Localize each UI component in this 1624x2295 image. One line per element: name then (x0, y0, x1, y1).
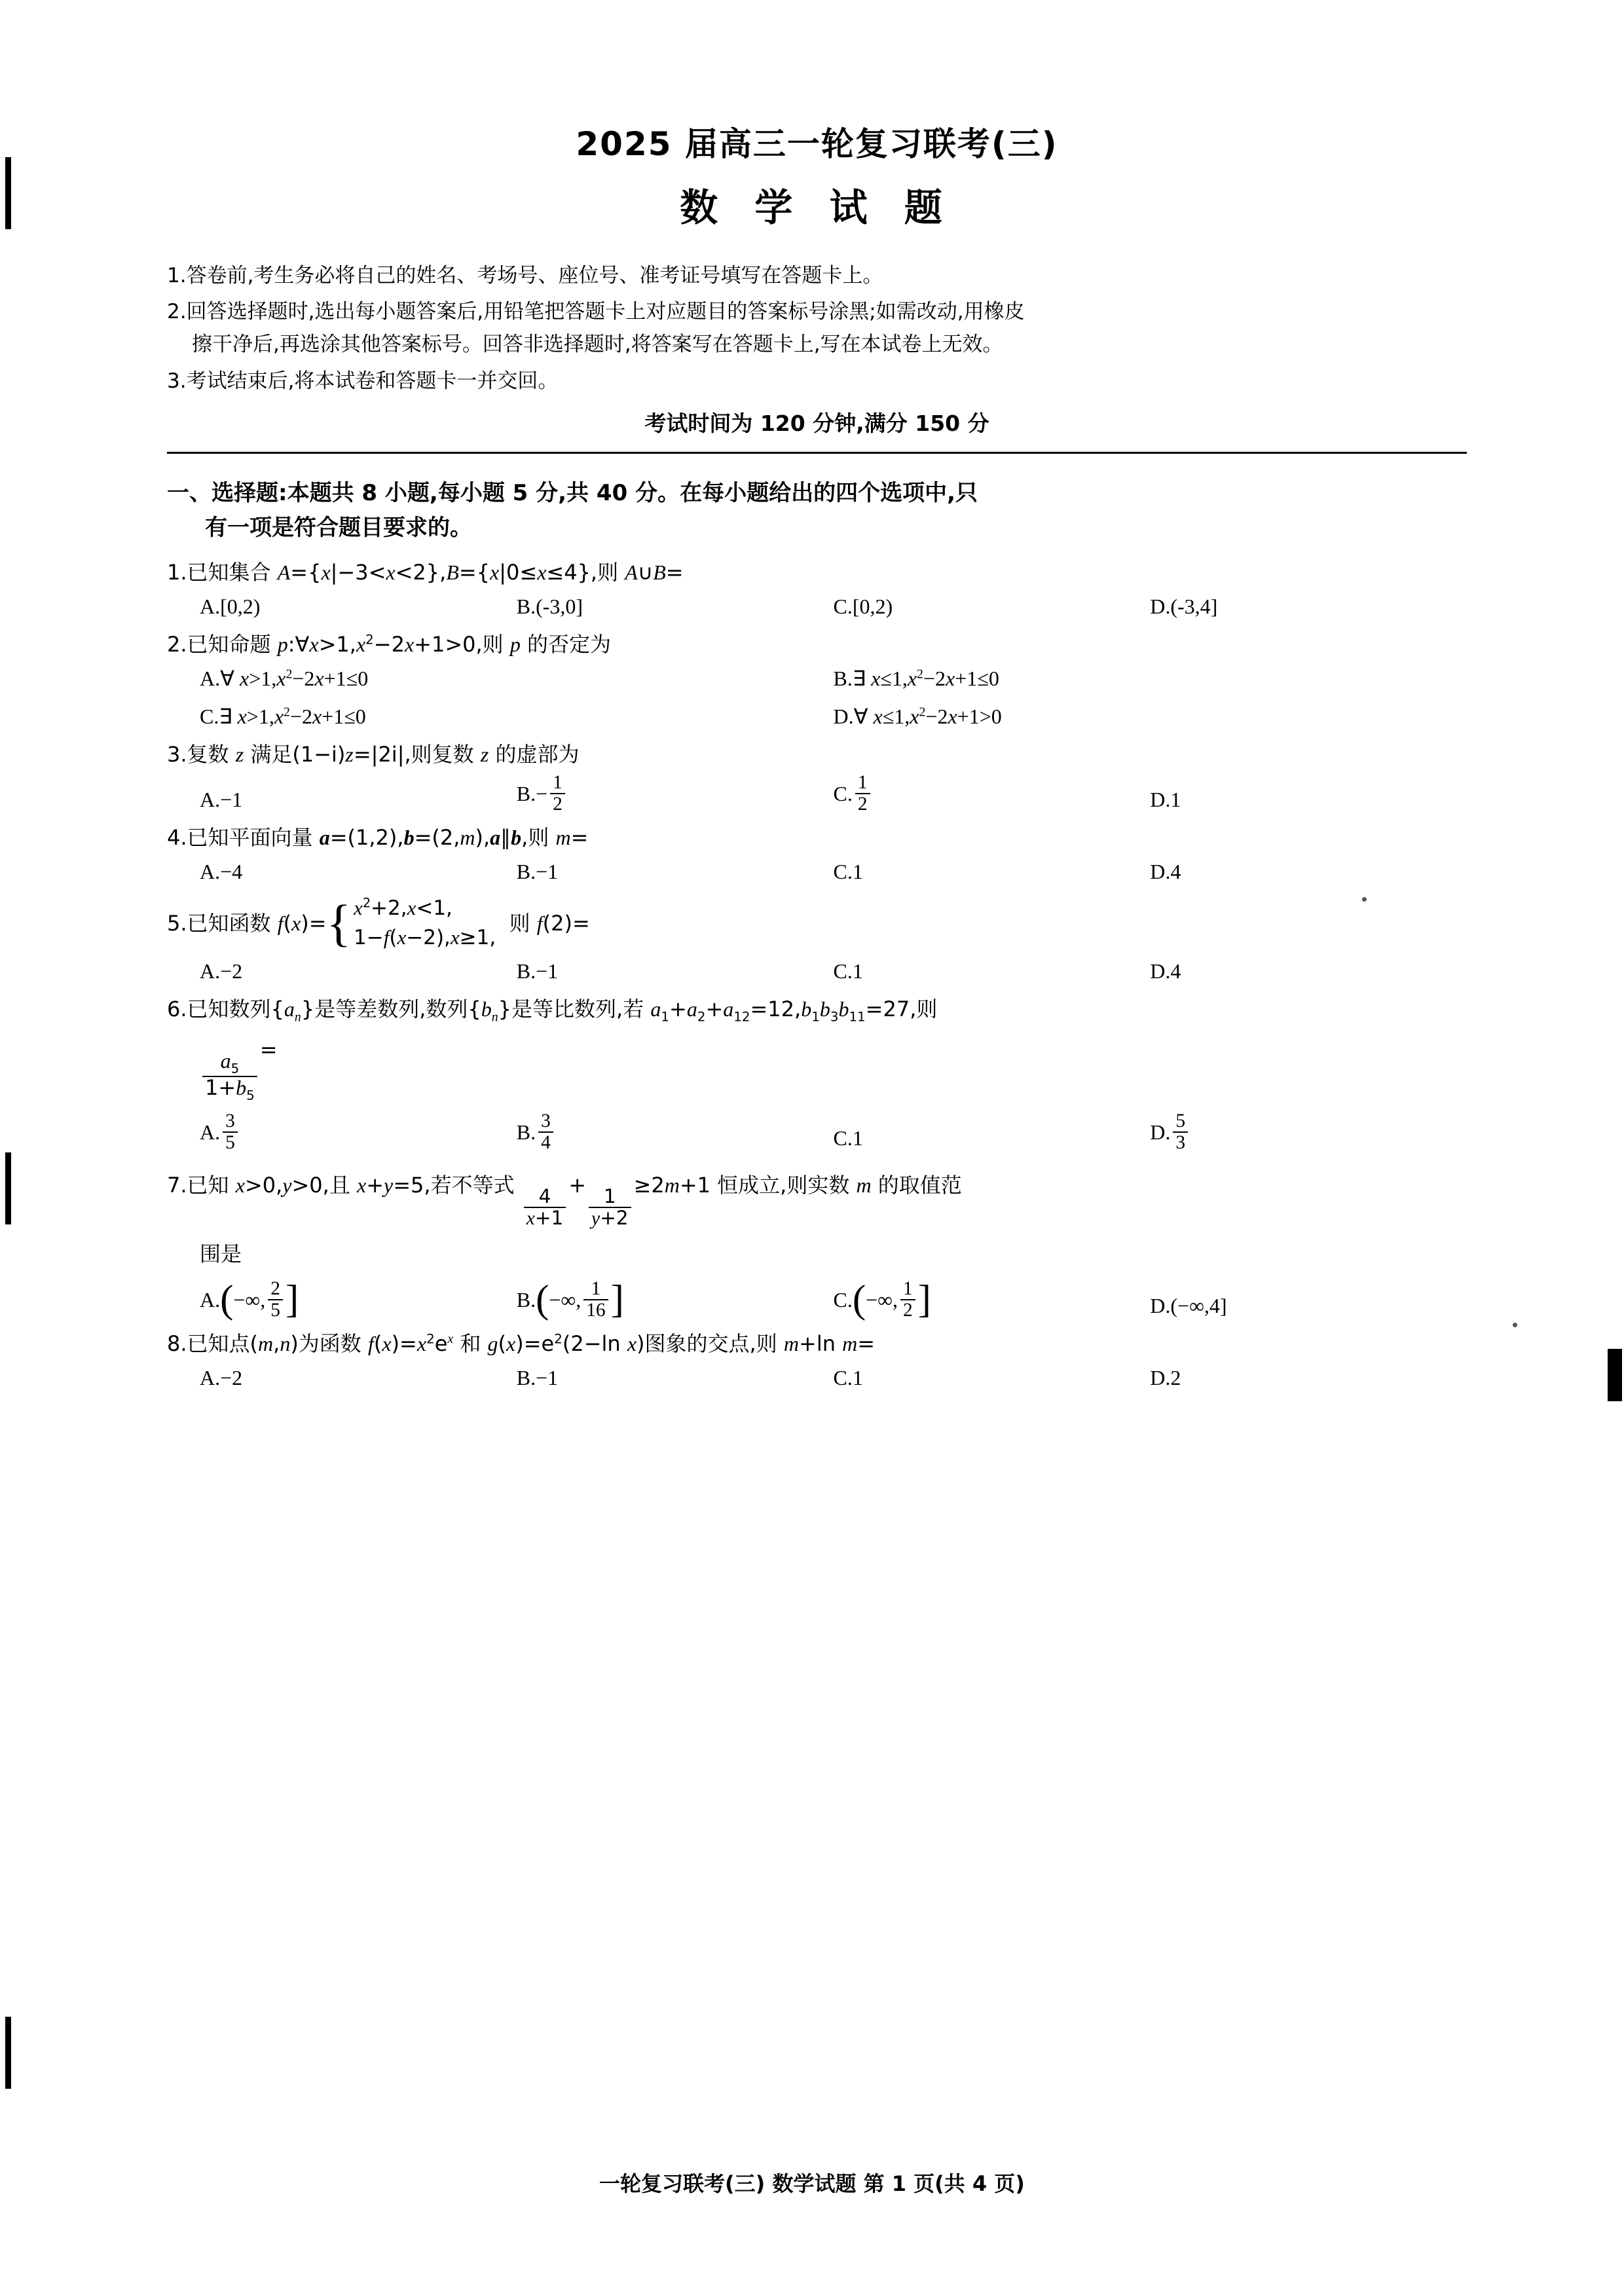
page-title: 2025 届高三一轮复习联考(三) (576, 125, 1058, 163)
option-c[interactable]: C.1 (833, 1126, 863, 1150)
page-edge-mark (1608, 1349, 1622, 1401)
question-6 (167, 993, 1467, 1154)
question-5-stem: 5.已知函数 f(x)= { $x^2+2,x<1$, 1−f(x−2),x≥1, 则 f(2)= (167, 894, 1467, 953)
option-d[interactable]: D.4 (1150, 959, 1181, 983)
option-d[interactable]: D.∀ $x\le 1,x^2-2x+1>0$ (833, 705, 1002, 729)
question-4 (167, 822, 1467, 887)
option-b[interactable]: B.− $\frac{1}{2}$ (517, 773, 834, 815)
question-2-options-row2 (167, 701, 1467, 732)
option-a[interactable]: A.−2 (200, 959, 243, 983)
question-2-options-row1 (167, 663, 1467, 694)
option-d[interactable]: D.(-3,4] (1150, 595, 1218, 619)
option-c[interactable]: C.[0,2) (833, 595, 893, 619)
option-b[interactable]: B.−1 (516, 1365, 559, 1389)
option-b[interactable]: B. ( −∞, $\frac{1}{16}$ ] (516, 1277, 624, 1322)
question-8-stem: 8.已知点(m,n)为函数 $f(x)=x^2e^x$ 和 $g(x)=e^2(2-\ln$ x)图象的交点,则 m+ln m= (167, 1331, 876, 1356)
question-8-options (167, 1362, 1467, 1393)
question-8 (167, 1328, 1467, 1393)
option-c[interactable]: C.1 (833, 1365, 863, 1389)
divider (167, 452, 1467, 454)
option-a[interactable]: A.−2 (200, 1365, 243, 1389)
question-3-options (167, 773, 1467, 815)
instruction-line: 擦干净后,再选涂其他答案标号。回答非选择题时,将答案写在答题卡上,写在本试卷上无效。 (192, 333, 1003, 357)
option-a[interactable]: A.−1 (200, 787, 243, 811)
option-c[interactable]: C.1 (833, 859, 863, 883)
instruction-item (167, 295, 1467, 361)
speck (1513, 1323, 1517, 1327)
question-3-stem: 3.复数 z 满足(1−i)z=|2i|,则复数 z 的虚部为 (167, 742, 580, 767)
piecewise-function: { $x^2+2,x<1$, 1−f(x−2),x≥1, (326, 894, 496, 951)
section-heading-line2: 有一项是符合题目要求的。 (205, 514, 472, 541)
section-heading (167, 476, 1467, 545)
page-edge-mark (5, 2017, 11, 2089)
exam-info: 考试时间为 120 分钟,满分 150 分 (644, 410, 989, 436)
option-b[interactable]: B.∃ $x\le 1,x^2-2x+1\le 0$ (833, 667, 999, 691)
question-6-options (167, 1111, 1467, 1153)
option-a[interactable]: A. $\frac{3}{5}$ (200, 1111, 517, 1153)
option-c[interactable]: C. $\frac{1}{2}$ (834, 773, 1151, 815)
option-b[interactable]: B. $\frac{3}{4}$ (517, 1111, 834, 1153)
option-c[interactable]: C. ( −∞, $\frac{1}{2}$ ] (833, 1277, 931, 1322)
question-1 (167, 557, 1467, 622)
option-a[interactable]: A.∀ $x>1,x^2-2x+1\le 0$ (200, 667, 369, 691)
question-5 (167, 894, 1467, 987)
question-2-stem: 2.已知命题 $p:\forall x>1,x^2-2x+1>0$,则 p 的否定为 (167, 632, 612, 657)
question-4-options (167, 856, 1467, 887)
left-brace: { (326, 894, 352, 951)
option-b[interactable]: B.−1 (516, 859, 559, 883)
page-subtitle: 数 学 试 题 (680, 185, 954, 230)
question-7-stem: 7.已知 x>0,y>0,且 x+y=5,若不等式 $\frac{4}{x+1}$ + $\frac{1}{y+2}$ ≥2m+1 恒成立,则实数 m 的取值范 (167, 1172, 962, 1229)
question-4-stem: 4.已知平面向量 a=(1,2),b=(2,m),a∥b,则 m= (167, 824, 589, 850)
option-c[interactable]: C.∃ $x>1,x^2-2x+1\le 0$ (200, 705, 366, 729)
option-d[interactable]: D.4 (1150, 859, 1181, 883)
question-6-stem: 6.已知数列$\{a_n\}$是等差数列,数列$\{b_n\}$是等比数列,若 $a_1+a_2+a_{12}=12,b_1b_3b_{11}=27$,则 (167, 996, 938, 1024)
option-b[interactable]: B.−1 (516, 959, 559, 983)
option-b[interactable]: B.(-3,0] (516, 595, 583, 619)
option-d[interactable]: D.2 (1150, 1365, 1181, 1389)
option-c[interactable]: C.1 (833, 959, 863, 983)
instruction-item: 3.考试结束后,将本试卷和答题卡一并交回。 (167, 369, 559, 393)
question-7 (167, 1169, 1467, 1321)
option-d[interactable]: D.(−∞,4] (1150, 1293, 1227, 1317)
page-edge-mark (5, 1152, 11, 1224)
page-edge-mark (5, 157, 11, 229)
instruction-line: 2.回答选择题时,选出每小题答案后,用铅笔把答题卡上对应题目的答案标号涂黑;如需改动,用橡皮 (167, 300, 1025, 324)
page-footer: 一轮复习联考(三) 数学试题 第 1 页(共 4 页) (599, 2171, 1025, 2196)
option-d[interactable]: D.1 (1150, 787, 1181, 811)
question-5-options (167, 955, 1467, 987)
question-3 (167, 739, 1467, 815)
question-7-stem-cont: 围是 (200, 1241, 242, 1267)
question-6-stem-cont: $\frac{a_5}{1+b_5}$ = (167, 1034, 1467, 1102)
option-d[interactable]: D. $\frac{5}{3}$ (1150, 1111, 1467, 1153)
question-2 (167, 629, 1467, 732)
section-heading-line1: 一、选择题:本题共 8 小题,每小题 5 分,共 40 分。在每小题给出的四个选项中,只 (167, 479, 978, 506)
question-7-options (167, 1279, 1467, 1321)
option-a[interactable]: A.[0,2) (200, 595, 261, 619)
question-1-stem: 1.已知集合 A={x|−3<x<2},B={x|0≤x≤4},则 A∪B= (167, 560, 684, 585)
option-a[interactable]: A.−4 (200, 859, 243, 883)
instruction-item: 1.答卷前,考生务必将自己的姓名、考场号、座位号、准考证号填写在答题卡上。 (167, 264, 883, 287)
instructions (167, 259, 1467, 397)
question-1-options (167, 591, 1467, 622)
option-a[interactable]: A. ( −∞, $\frac{2}{5}$ ] (200, 1277, 299, 1322)
